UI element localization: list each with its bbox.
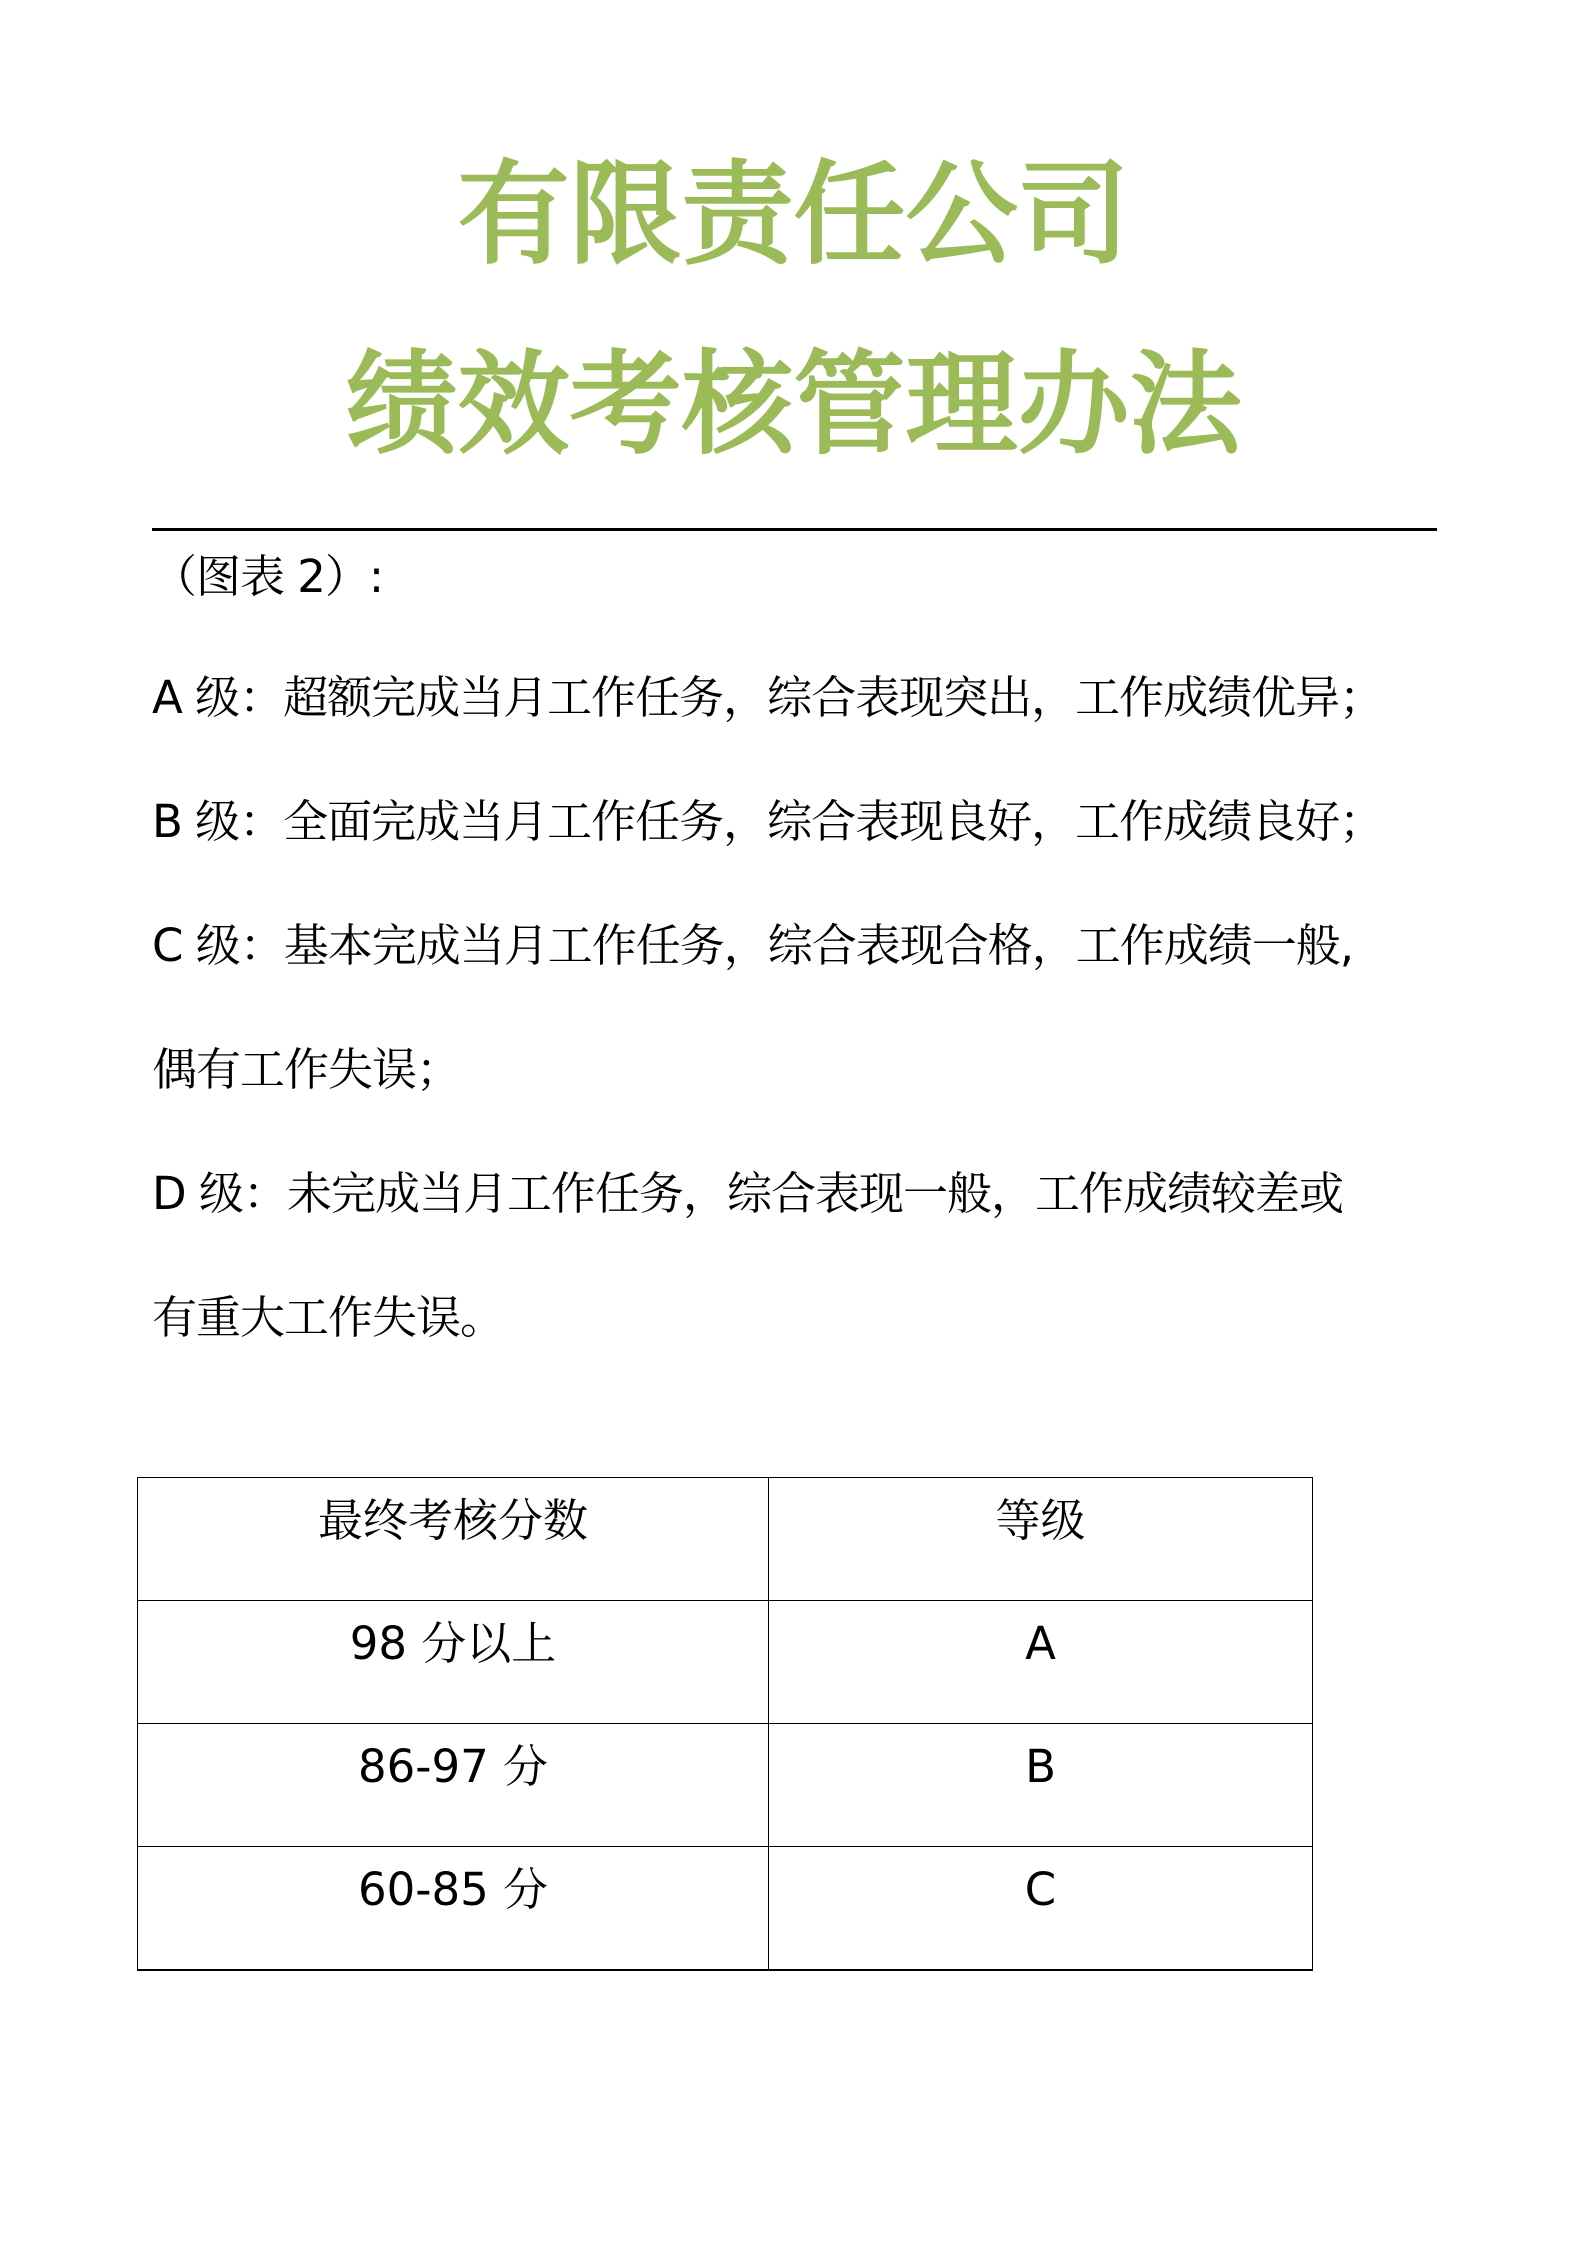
score-grade-table [137,1477,1313,1971]
table-cell [769,1847,1313,1971]
grade-c-description: C 级：基本完成当月工作任务，综合表现合格，工作成绩一般, [152,919,1354,972]
header-grade: 等级 [995,1494,1086,1547]
document-title-line-1: 有限责任公司 [457,150,1130,280]
grade-d-description: D 级：未完成当月工作任务，综合表现一般，工作成绩较差或 [152,1167,1343,1220]
table-header-cell [138,1478,769,1601]
document-title-line-2: 绩效考核管理办法 [345,340,1242,470]
grade-value: C [1024,1863,1057,1916]
table-row [138,1724,1313,1847]
table-row [138,1847,1313,1971]
header-score: 最终考核分数 [317,1494,588,1547]
grade-value: A [1025,1617,1056,1670]
table-cell [138,1601,769,1724]
table-cell [769,1601,1313,1724]
table-cell [769,1724,1313,1847]
horizontal-divider [152,528,1437,531]
table-cell [138,1724,769,1847]
table-header-cell [769,1478,1313,1601]
score-range: 60-85 分 [357,1863,549,1916]
score-range: 86-97 分 [357,1740,549,1793]
score-range: 98 分以上 [349,1617,557,1670]
table-cell [138,1847,769,1971]
grade-c-description-continued: 偶有工作失误； [152,1043,461,1096]
figure-caption: （图表 2）: [152,550,384,603]
table-header-row [138,1478,1313,1601]
grade-a-description: A 级：超额完成当月工作任务，综合表现突出，工作成绩优异； [152,671,1384,724]
grade-value: B [1025,1740,1056,1793]
grade-b-description: B 级：全面完成当月工作任务，综合表现良好，工作成绩良好； [152,795,1384,848]
grade-d-description-continued: 有重大工作失误。 [152,1291,505,1344]
table-row [138,1601,1313,1724]
